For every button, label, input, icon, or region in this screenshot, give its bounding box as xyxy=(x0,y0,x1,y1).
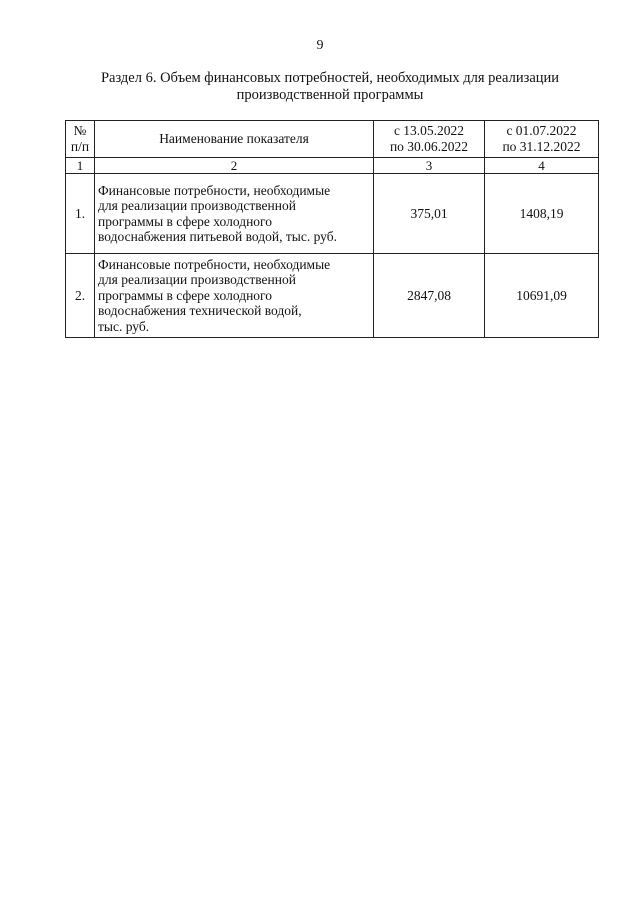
row-name-line: водоснабжения питьевой водой, тыс. руб. xyxy=(98,229,337,244)
header-num xyxy=(66,121,95,158)
section-title-line-1: Раздел 6. Объем финансовых потребностей, необходимых для реализации xyxy=(100,70,560,86)
page-number: 9 xyxy=(316,38,324,53)
row-name-line: тыс. руб. xyxy=(98,318,150,334)
column-index-3: 3 xyxy=(374,158,485,174)
row-number: 1. xyxy=(66,174,95,254)
row-name-line: водоснабжения технической водой, xyxy=(98,303,302,319)
column-index-2: 2 xyxy=(95,158,374,174)
header-period-1-line-2: по 30.06.2022 xyxy=(389,139,469,154)
row-name-line: для реализации производственной xyxy=(98,198,296,213)
column-index-row xyxy=(66,158,599,174)
header-num-line-1: № xyxy=(73,123,87,138)
section-title-line-2: производственной программы xyxy=(236,87,424,103)
row-name-line: для реализации производственной xyxy=(98,272,296,288)
row-name xyxy=(95,174,374,254)
financial-needs-table xyxy=(65,120,599,338)
header-period-2 xyxy=(485,121,599,158)
row-number: 2. xyxy=(66,254,95,338)
row-value-period-2: 1408,19 xyxy=(485,174,599,254)
table-header-row xyxy=(66,121,599,158)
column-index-4: 4 xyxy=(485,158,599,174)
table-row xyxy=(66,254,599,338)
table-row xyxy=(66,174,599,254)
section-title xyxy=(60,70,600,104)
header-period-1 xyxy=(374,121,485,158)
column-index-1: 1 xyxy=(66,158,95,174)
header-period-1-line-1: с 13.05.2022 xyxy=(393,123,465,138)
header-num-line-2: п/п xyxy=(70,139,90,154)
row-value-period-2: 10691,09 xyxy=(485,254,599,338)
header-name: Наименование показателя xyxy=(95,121,374,158)
header-period-2-line-2: по 31.12.2022 xyxy=(502,139,581,154)
header-period-2-line-1: с 01.07.2022 xyxy=(506,123,577,138)
row-value-period-1: 375,01 xyxy=(374,174,485,254)
row-name-line: программы в сфере холодного xyxy=(98,287,272,303)
row-name-line: программы в сфере холодного xyxy=(98,213,272,229)
row-value-period-1: 2847,08 xyxy=(374,254,485,338)
row-name xyxy=(95,254,374,338)
row-name-line: Финансовые потребности, необходимые xyxy=(98,256,331,272)
row-name-line: Финансовые потребности, необходимые xyxy=(98,182,331,198)
